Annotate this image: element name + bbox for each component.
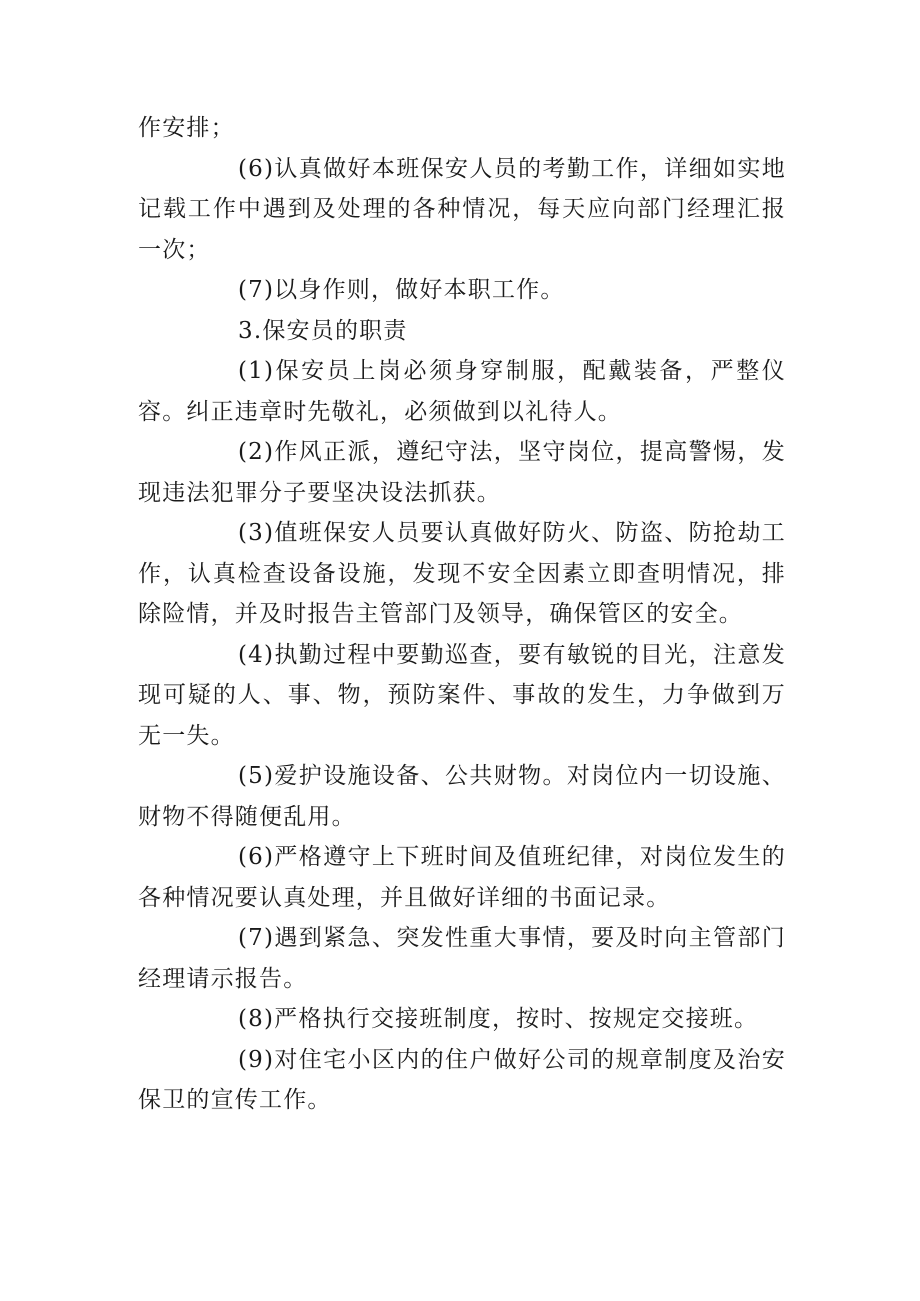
paragraph-duty-2: (2)作风正派，遵纪守法，坚守岗位，提高警惕，发现违法犯罪分子要坚决设法抓获。 xyxy=(138,439,786,506)
paragraph-duty-1: (1)保安员上岗必须身穿制服，配戴装备，严整仪容。纠正违章时先敬礼，必须做到以礼待人。 xyxy=(138,358,786,425)
paragraph-duty-5: (5)爱护设施设备、公共财物。对岗位内一切设施、财物不得随便乱用。 xyxy=(138,763,786,830)
paragraph-continuation: 作安排； xyxy=(138,115,235,141)
section-heading-guard-duties: 3.保安员的职责 xyxy=(238,317,408,344)
document-body xyxy=(138,108,786,1121)
paragraph-item-6-attendance: (6)认真做好本班保安人员的考勤工作，详细如实地记载工作中遇到及处理的各种情况，每天应向部门经理汇报一次； xyxy=(138,155,786,263)
paragraph-duty-6: (6)严格遵守上下班时间及值班纪律，对岗位发生的各种情况要认真处理，并且做好详细的书面记录。 xyxy=(138,844,786,911)
paragraph-duty-4: (4)执勤过程中要勤巡查，要有敏锐的目光，注意发现可疑的人、事、物，预防案件、事故的发生，力争做到万无一失。 xyxy=(138,641,786,749)
paragraph-duty-3: (3)值班保安人员要认真做好防火、防盗、防抢劫工作，认真检查设备设施，发现不安全因素立即查明情况，排除险情，并及时报告主管部门及领导，确保管区的安全。 xyxy=(138,520,786,627)
paragraph-duty-7: (7)遇到紧急、突发性重大事情，要及时向主管部门经理请示报告。 xyxy=(138,925,786,992)
paragraph-item-7-example: (7)以身作则，做好本职工作。 xyxy=(238,277,565,303)
paragraph-duty-9: (9)对住宅小区内的住户做好公司的规章制度及治安保卫的宣传工作。 xyxy=(138,1046,786,1113)
paragraph-duty-8: (8)严格执行交接班制度，按时、按规定交接班。 xyxy=(238,1006,759,1032)
